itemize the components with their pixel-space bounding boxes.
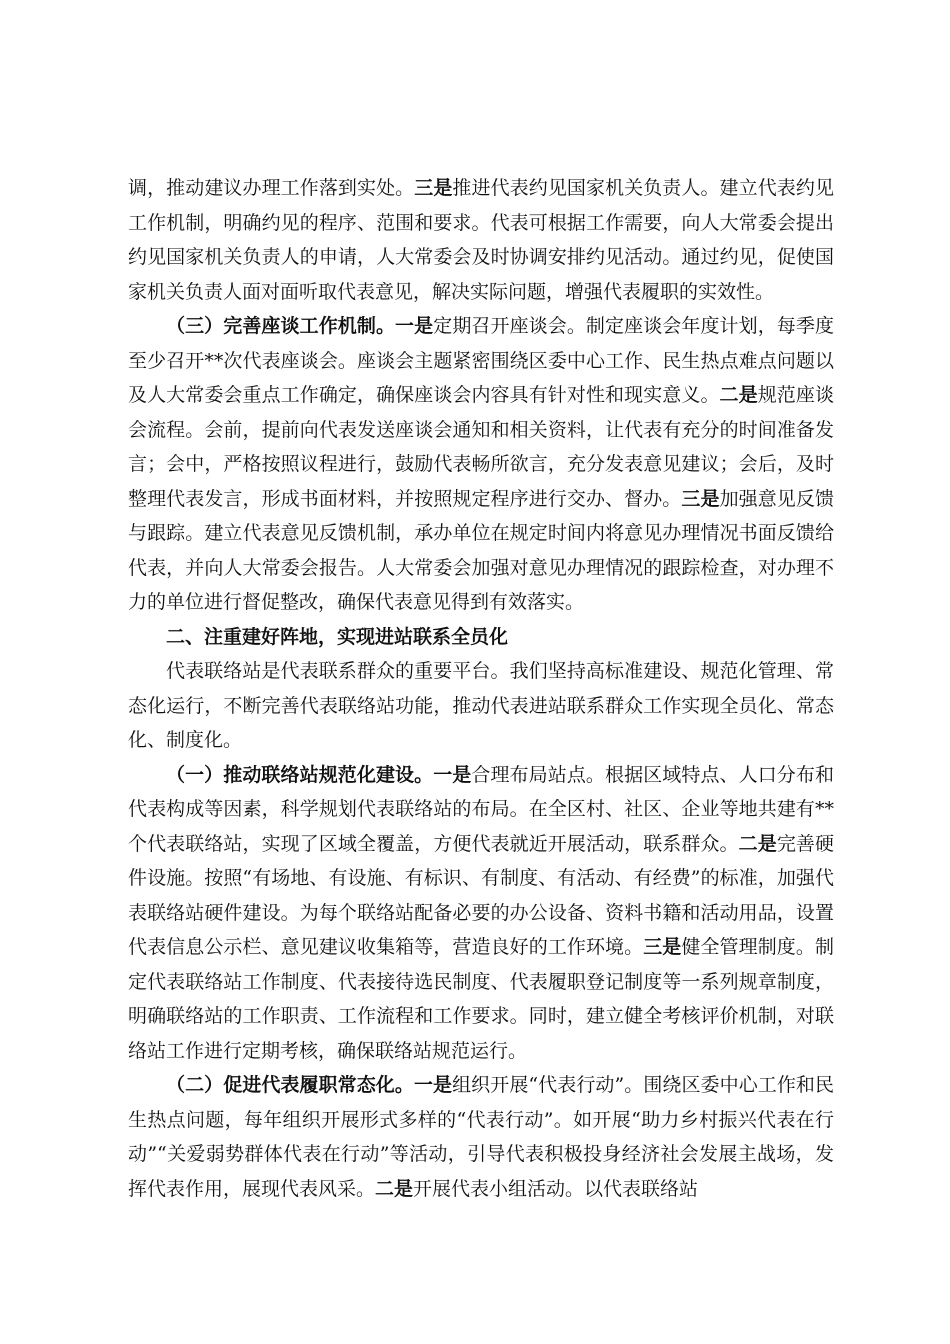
body-paragraph xyxy=(128,309,834,620)
bold-text-run: 三是 xyxy=(681,487,720,510)
bold-text-run: 一是 xyxy=(395,315,434,337)
text-run: 代表联络站是代表联系群众的重要平台。我们坚持高标准建设、规范化管理、常态化运行，不断完善代表联络站功能，推动代表进站联系群众工作实现全员化、常态化、制度化。 xyxy=(128,660,834,751)
bold-text-run: 一是 xyxy=(413,1074,453,1096)
text-run: 调，推动建议办理工作落到实处。 xyxy=(128,177,415,199)
document-body xyxy=(128,171,834,1206)
bold-text-run: （三）完善座谈工作机制。 xyxy=(166,315,396,337)
text-run: 加强意见反馈与跟踪。建立代表意见反馈机制，承办单位在规定时间内将意见办理情况书面反馈给代表，并向人大常委会报告。人大常委会加强对意见办理情况的跟踪检查，对办理不力的单位进行督促整改，确保代表意见得到有效落实。 xyxy=(128,487,834,613)
bold-text-run: 二是 xyxy=(738,832,777,855)
body-paragraph xyxy=(128,758,834,1069)
bold-text-run: 三是 xyxy=(414,177,453,199)
bold-text-run: 一是 xyxy=(433,763,472,786)
body-paragraph xyxy=(128,171,834,309)
text-run: 规范座谈会流程。会前，提前向代表发送座谈会通知和相关资料，让代表有充分的时间准备发言；会中，严格按照议程进行，鼓励代表畅所欲言，充分发表意见建议；会后，及时整理代表发言，形成书面材料，并按照规定程序进行交办、督办。 xyxy=(128,384,834,510)
text-run: 推进代表约见国家机关负责人。建立代表约见工作机制，明确约见的程序、范围和要求。代表可根据工作需要，向人大常委会提出约见国家机关负责人的申请，人大常委会及时协调安排约见活动。通过约见，促使国家机关负责人面对面听取代表意见，解决实际问题，增强代表履职的实效性。 xyxy=(128,177,834,303)
bold-text-run: 二、注重建好阵地，实现进站联系全员化 xyxy=(166,625,509,648)
text-run: 健全管理制度。制定代表联络站工作制度、代表接待选民制度、代表履职登记制度等一系列规章制度，明确联络站的工作职责、工作流程和工作要求。同时，建立健全考核评价机制，对联络站工作进行定期考核，确保联络站规范运行。 xyxy=(128,936,834,1062)
text-run: 定期召开座谈会。制定座谈会年度计划，每季度至少召开**次代表座谈会。座谈会主题紧密围绕区委中心工作、民生热点难点问题以及人大常委会重点工作确定，确保座谈会内容具有针对性和现实意义。 xyxy=(128,315,834,406)
section-heading xyxy=(128,620,834,655)
bold-text-run: （一）推动联络站规范化建设。 xyxy=(166,763,434,786)
bold-text-run: 二是 xyxy=(719,384,758,406)
body-paragraph xyxy=(128,654,834,758)
bold-text-run: 二是 xyxy=(375,1177,414,1200)
text-run: 合理布局站点。根据区域特点、人口分布和代表构成等因素，科学规划代表联络站的布局。在全区村、社区、企业等地共建有**个代表联络站，实现了区域全覆盖，方便代表就近开展活动，联系群众。 xyxy=(128,763,834,855)
body-paragraph xyxy=(128,1068,834,1206)
text-run: 组织开展“代表行动”。围绕区委中心工作和民生热点问题，每年组织开展形式多样的“代表行动”。如开展“助力乡村振兴代表在行动”“关爱弱势群体代表在行动”等活动，引导代表积极投身经济社会发展主战场，发挥代表作用，展现代表风采。 xyxy=(128,1074,834,1200)
text-run: 开展代表小组活动。以代表联络站 xyxy=(413,1177,699,1200)
bold-text-run: （二）促进代表履职常态化。 xyxy=(166,1074,414,1096)
bold-text-run: 三是 xyxy=(643,936,682,958)
text-run: 完善硬件设施。按照“有场地、有设施、有标识、有制度、有活动、有经费”的标准，加强代表联络站硬件建设。为每个联络站配备必要的办公设备、资料书籍和活动用品，设置代表信息公示栏、意见建议收集箱等，营造良好的工作环境。 xyxy=(128,832,834,958)
